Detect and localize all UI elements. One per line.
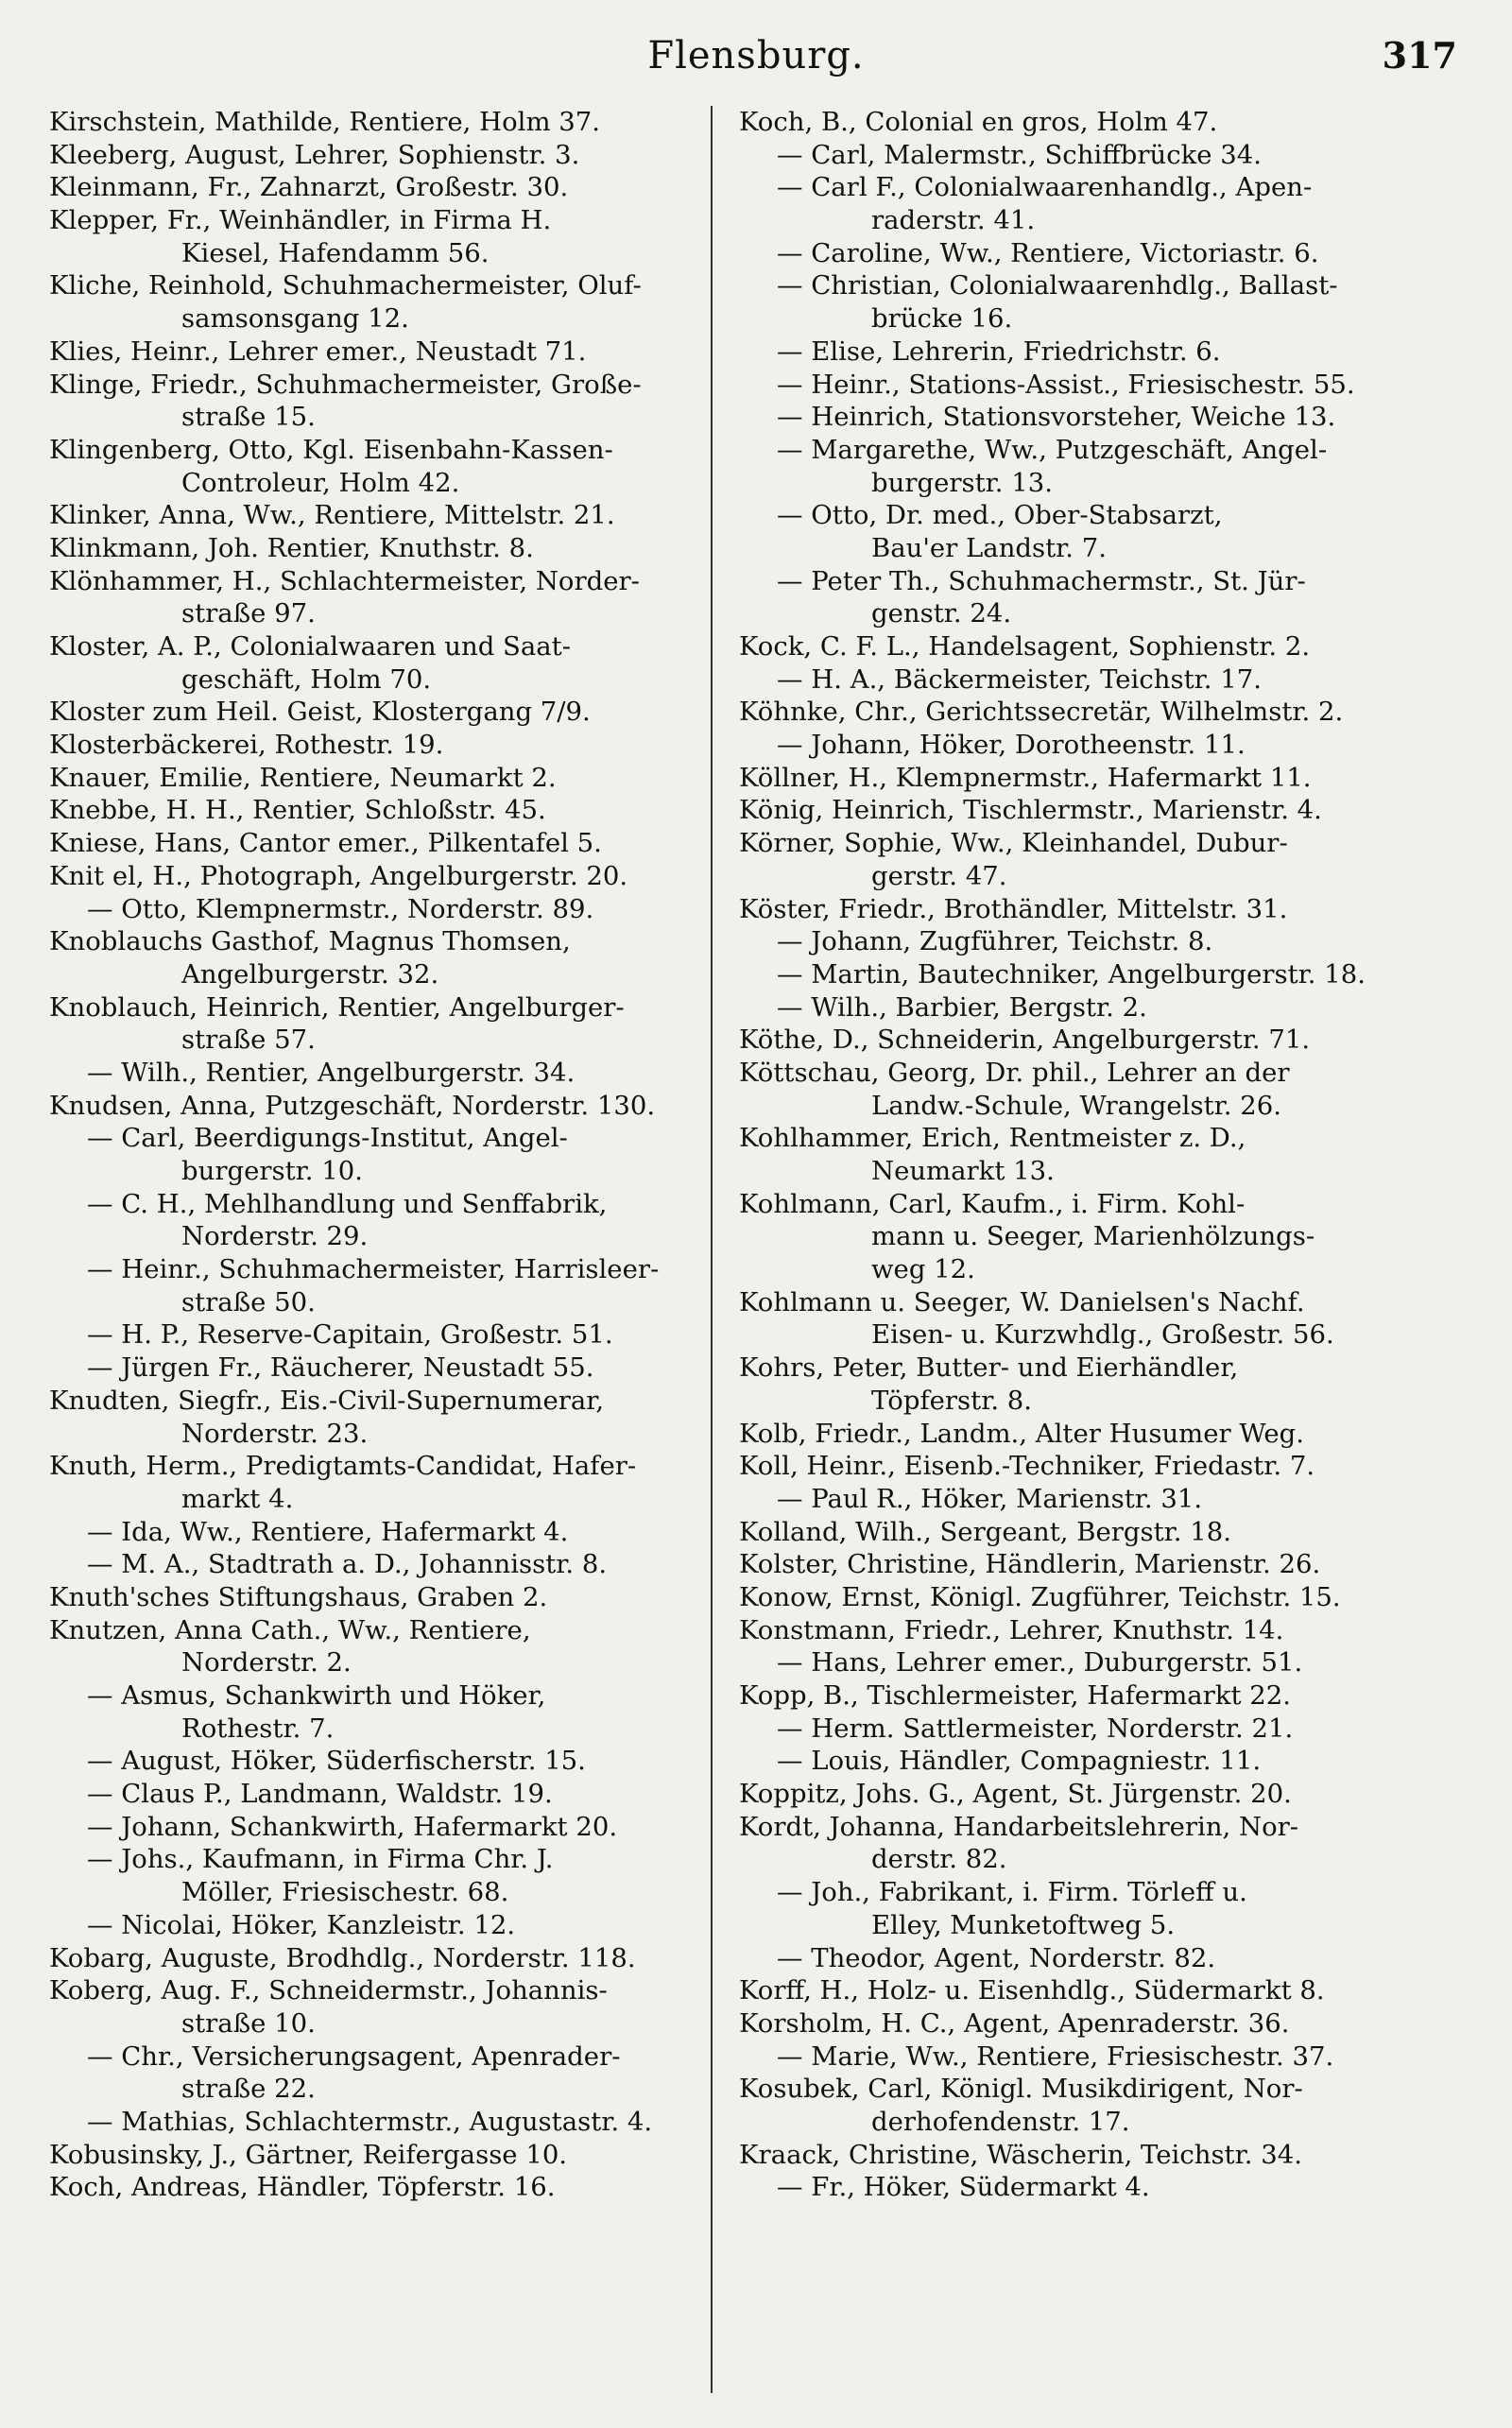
directory-line: — Theodor, Agent, Norderstr. 82. [777, 1942, 1216, 1973]
directory-line: — Jürgen Fr., Räucherer, Neustadt 55. [87, 1352, 594, 1384]
directory-line: — Johann, Zugführer, Teichstr. 8. [777, 926, 1213, 957]
page-number: 317 [1382, 34, 1457, 77]
directory-line: Koch, Andreas, Händler, Töpferstr. 16. [49, 2172, 556, 2203]
directory-line: Korff, H., Holz- u. Eisenhdlg., Südermarkt 8. [739, 1975, 1325, 2006]
directory-line: — Johann, Schankwirth, Hafermarkt 20. [87, 1811, 618, 1842]
directory-line: straße 97. [181, 598, 316, 629]
directory-line: Körner, Sophie, Ww., Kleinhandel, Dubur- [739, 828, 1288, 859]
directory-line: — Martin, Bautechniker, Angelburgerstr. 18. [777, 958, 1366, 990]
directory-line: Kosubek, Carl, Königl. Musikdirigent, Nor- [739, 2074, 1303, 2105]
directory-line: straße 10. [181, 2007, 316, 2039]
directory-line: burgerstr. 13. [871, 467, 1053, 498]
directory-line: Kloster zum Heil. Geist, Klostergang 7/9. [49, 697, 591, 728]
directory-line: Rothestr. 7. [181, 1713, 335, 1744]
directory-line: Konow, Ernst, Königl. Zugführer, Teichstr. 15. [739, 1581, 1341, 1612]
directory-line: Kraack, Christine, Wäscherin, Teichstr. 34. [739, 2139, 1302, 2170]
directory-line: Knudten, Siegfr., Eis.-Civil-Supernumerar, [49, 1385, 605, 1416]
directory-line: Koppitz, Johs. G., Agent, St. Jürgenstr. 20. [739, 1779, 1292, 1810]
directory-line: — Wilh., Barbier, Bergstr. 2. [777, 991, 1147, 1023]
directory-line: samsonsgang 12. [181, 303, 409, 335]
directory-line: raderstr. 41. [871, 205, 1036, 236]
directory-line: weg 12. [871, 1254, 975, 1285]
directory-line: — Otto, Dr. med., Ober-Stabsarzt, [777, 500, 1223, 531]
directory-line: Kohlmann, Carl, Kaufm., i. Firm. Kohl- [739, 1188, 1246, 1219]
directory-line: Kolland, Wilh., Sergeant, Bergstr. 18. [739, 1516, 1231, 1547]
directory-line: Töpferstr. 8. [871, 1385, 1033, 1416]
directory-line: geschäft, Holm 70. [181, 663, 432, 695]
directory-line: Koberg, Aug. F., Schneidermstr., Johannis- [49, 1975, 608, 2006]
directory-line: Knoblauch, Heinrich, Rentier, Angelburger- [49, 991, 625, 1023]
directory-line: Köster, Friedr., Brothändler, Mittelstr. 31. [739, 893, 1288, 924]
directory-line: — Otto, Klempnermstr., Norderstr. 89. [87, 893, 594, 924]
directory-line: — Carl, Malermstr., Schiffbrücke 34. [777, 139, 1263, 170]
directory-line: genstr. 24. [871, 598, 1012, 629]
directory-line: Köhnke, Chr., Gerichtssecretär, Wilhelmstr. 2. [739, 697, 1344, 728]
directory-line: Korsholm, H. C., Agent, Apenraderstr. 36. [739, 2007, 1290, 2039]
directory-line: burgerstr. 10. [181, 1156, 363, 1186]
directory-line: Kobusinsky, J., Gärtner, Reifergasse 10. [49, 2139, 568, 2170]
directory-line: mann u. Seeger, Marienhölzungs- [871, 1221, 1315, 1252]
directory-line: — Heinr., Stations-Assist., Friesischestr. 55. [777, 369, 1355, 400]
directory-line: Landw.-Schule, Wrangelstr. 26. [871, 1090, 1281, 1121]
directory-line: — Fr., Höker, Südermarkt 4. [777, 2172, 1150, 2203]
directory-line: — Claus P., Landmann, Waldstr. 19. [87, 1779, 553, 1810]
directory-line: Klosterbäckerei, Rothestr. 19. [49, 730, 444, 761]
directory-line: Elley, Munketoftweg 5. [871, 1909, 1176, 1940]
directory-line: straße 57. [181, 1025, 316, 1056]
directory-line: — August, Höker, Süderfischerstr. 15. [87, 1746, 586, 1777]
directory-line: Bau'er Landstr. 7. [871, 532, 1108, 563]
directory-line: Koch, B., Colonial en gros, Holm 47. [739, 107, 1218, 137]
directory-line: gerstr. 47. [871, 860, 1007, 891]
directory-line: Koll, Heinr., Eisenb.-Techniker, Friedastr. 7. [739, 1451, 1315, 1482]
left-column [49, 106, 730, 2204]
directory-line: Eisen- u. Kurzwhdlg., Großestr. 56. [871, 1319, 1334, 1351]
directory-line: brücke 16. [871, 303, 1013, 335]
directory-line: Angelburgerstr. 32. [181, 958, 439, 990]
directory-line: Controleur, Holm 42. [181, 467, 460, 498]
directory-line: — Chr., Versicherungsagent, Apenrader- [87, 2041, 621, 2072]
directory-line: Köttschau, Georg, Dr. phil., Lehrer an der [739, 1057, 1290, 1088]
directory-line: Möller, Friesischestr. 68. [181, 1877, 509, 1908]
directory-line: Knoblauchs Gasthof, Magnus Thomsen, [49, 926, 571, 957]
directory-line: — M. A., Stadtrath a. D., Johannisstr. 8. [87, 1549, 608, 1580]
directory-line: — Wilh., Rentier, Angelburgerstr. 34. [87, 1057, 576, 1088]
directory-line: Norderstr. 23. [181, 1418, 369, 1449]
directory-line: derhofendenstr. 17. [871, 2106, 1130, 2137]
directory-line: Kohrs, Peter, Butter- und Eierhändler, [739, 1352, 1239, 1384]
directory-line: straße 50. [181, 1286, 316, 1317]
directory-line: Norderstr. 2. [181, 1647, 352, 1679]
directory-line: — Carl F., Colonialwaarenhandlg., Apen- [777, 172, 1313, 203]
directory-line: markt 4. [181, 1483, 294, 1514]
directory-line: Kniese, Hans, Cantor emer., Pilkentafel 5. [49, 828, 602, 859]
directory-line: Kohlhammer, Erich, Rentmeister z. D., [739, 1123, 1246, 1154]
page-header [0, 25, 1512, 91]
directory-line: — Christian, Colonialwaarenhdlg., Ballast- [777, 270, 1338, 301]
directory-line: — H. P., Reserve-Capitain, Großestr. 51. [87, 1319, 613, 1351]
directory-line: straße 22. [181, 2074, 316, 2105]
right-column [739, 106, 1457, 2204]
directory-line: Köthe, D., Schneiderin, Angelburgerstr. 71. [739, 1025, 1311, 1056]
directory-line: — H. A., Bäckermeister, Teichstr. 17. [777, 663, 1262, 695]
directory-line: — Marie, Ww., Rentiere, Friesischestr. 37. [777, 2041, 1334, 2072]
directory-line: — Herm. Sattlermeister, Norderstr. 21. [777, 1713, 1294, 1744]
directory-line: Klinker, Anna, Ww., Rentiere, Mittelstr. 21. [49, 500, 615, 531]
directory-line: — Hans, Lehrer emer., Duburgerstr. 51. [777, 1647, 1303, 1679]
directory-line: — Johs., Kaufmann, in Firma Chr. J. [87, 1844, 554, 1875]
directory-line: straße 15. [181, 402, 316, 433]
directory-line: Klönhammer, H., Schlachtermeister, Norder- [49, 565, 640, 596]
directory-line: Knuth, Herm., Predigtamts-Candidat, Hafer- [49, 1451, 637, 1482]
directory-line: Knudsen, Anna, Putzgeschäft, Norderstr. 130. [49, 1090, 656, 1121]
column-divider [711, 106, 713, 2393]
directory-line: — C. H., Mehlhandlung und Senffabrik, [87, 1188, 608, 1219]
directory-line: Knit el, H., Photograph, Angelburgerstr. 20. [49, 860, 628, 891]
directory-line: Kiesel, Hafendamm 56. [181, 237, 490, 268]
directory-line: — Asmus, Schankwirth und Höker, [87, 1680, 546, 1711]
directory-line: — Caroline, Ww., Rentiere, Victoriastr. 6. [777, 237, 1319, 268]
directory-line: Kirschstein, Mathilde, Rentiere, Holm 37. [49, 107, 601, 137]
directory-line: Norderstr. 29. [181, 1221, 369, 1252]
directory-line: Klepper, Fr., Weinhändler, in Firma H. [49, 205, 552, 236]
directory-line: Knuth'sches Stiftungshaus, Graben 2. [49, 1581, 548, 1612]
directory-line: Kloster, A. P., Colonialwaaren und Saat- [49, 631, 572, 662]
directory-line: Kobarg, Auguste, Brodhdlg., Norderstr. 118. [49, 1942, 636, 1973]
directory-line: Kohlmann u. Seeger, W. Danielsen's Nachf. [739, 1286, 1305, 1317]
directory-line: — Ida, Ww., Rentiere, Hafermarkt 4. [87, 1516, 569, 1547]
directory-line: Kolster, Christine, Händlerin, Marienstr. 26. [739, 1549, 1321, 1580]
directory-line: Kordt, Johanna, Handarbeitslehrerin, Nor- [739, 1811, 1299, 1842]
directory-line: Kopp, B., Tischlermeister, Hafermarkt 22. [739, 1680, 1292, 1711]
directory-line: Kolb, Friedr., Landm., Alter Husumer Weg. [739, 1418, 1305, 1449]
directory-line: — Paul R., Höker, Marienstr. 31. [777, 1483, 1203, 1514]
directory-line: Kliche, Reinhold, Schuhmachermeister, Oluf- [49, 270, 642, 301]
directory-line: Konstmann, Friedr., Lehrer, Knuthstr. 14. [739, 1614, 1284, 1645]
directory-line: Neumarkt 13. [871, 1156, 1055, 1186]
directory-line: — Heinrich, Stationsvorsteher, Weiche 13. [777, 402, 1336, 433]
directory-line: Kleinmann, Fr., Zahnarzt, Großestr. 30. [49, 172, 569, 203]
directory-line: Knutzen, Anna Cath., Ww., Rentiere, [49, 1614, 531, 1645]
directory-line: — Carl, Beerdigungs-Institut, Angel- [87, 1123, 568, 1154]
directory-line: Knauer, Emilie, Rentiere, Neumarkt 2. [49, 762, 557, 793]
directory-line: — Elise, Lehrerin, Friedrichstr. 6. [777, 336, 1221, 367]
directory-line: derstr. 82. [871, 1844, 1007, 1875]
directory-line: König, Heinrich, Tischlermstr., Marienstr. 4. [739, 795, 1322, 826]
directory-line: — Joh., Fabrikant, i. Firm. Törleff u. [777, 1877, 1247, 1908]
directory-line: Klinge, Friedr., Schuhmachermeister, Große- [49, 369, 642, 400]
directory-line: — Margarethe, Ww., Putzgeschäft, Angel- [777, 434, 1328, 465]
directory-line: Köllner, H., Klempnermstr., Hafermarkt 11. [739, 762, 1312, 793]
directory-line: Kock, C. F. L., Handelsagent, Sophienstr. 2. [739, 631, 1311, 662]
directory-line: Klies, Heinr., Lehrer emer., Neustadt 71. [49, 336, 587, 367]
page-title: Flensburg. [647, 34, 865, 77]
directory-line: — Johann, Höker, Dorotheenstr. 11. [777, 730, 1246, 761]
directory-line: — Nicolai, Höker, Kanzleistr. 12. [87, 1909, 516, 1940]
directory-line: Knebbe, H. H., Rentier, Schloßstr. 45. [49, 795, 546, 826]
directory-line: — Peter Th., Schuhmachermstr., St. Jür- [777, 565, 1306, 596]
directory-line: — Heinr., Schuhmachermeister, Harrisleer- [87, 1254, 660, 1285]
directory-line: — Mathias, Schlachtermstr., Augustastr. 4. [87, 2106, 653, 2137]
directory-line: Kleeberg, August, Lehrer, Sophienstr. 3. [49, 139, 580, 170]
directory-line: Klingenberg, Otto, Kgl. Eisenbahn-Kassen- [49, 434, 613, 465]
directory-line: Klinkmann, Joh. Rentier, Knuthstr. 8. [49, 532, 534, 563]
directory-line: — Louis, Händler, Compagniestr. 11. [777, 1746, 1262, 1777]
